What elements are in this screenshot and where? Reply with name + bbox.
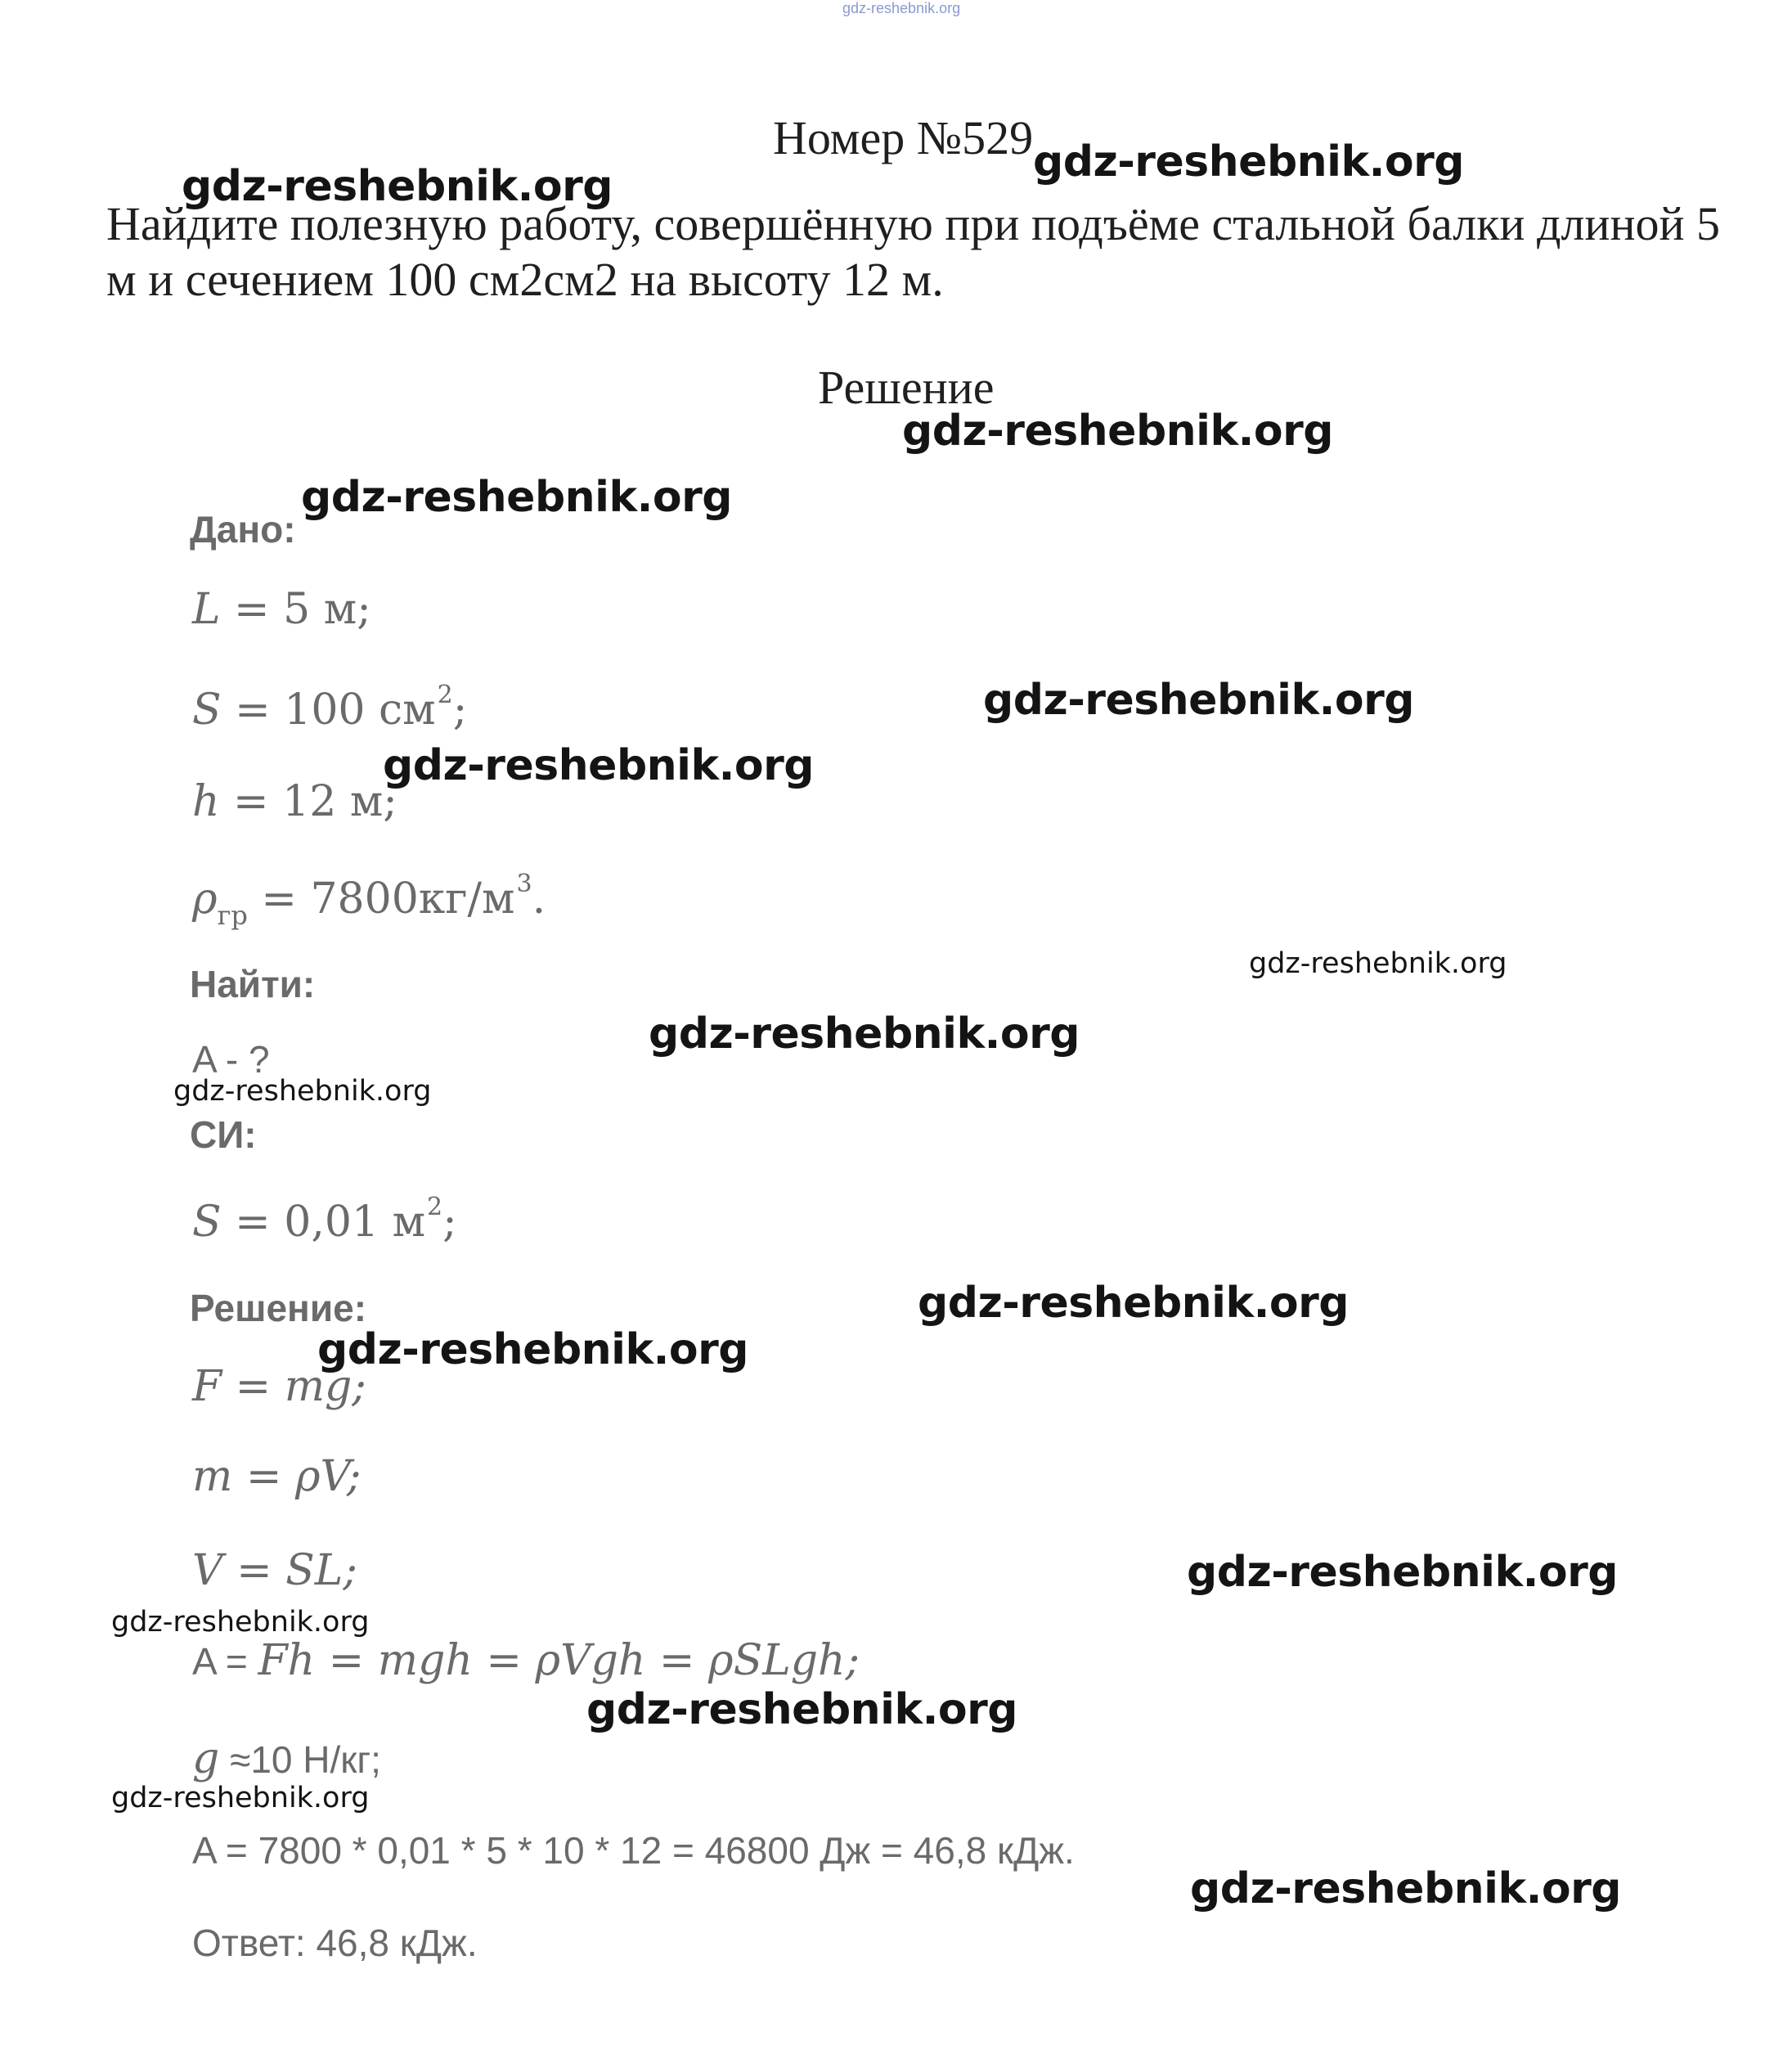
height-value: = 12 м;	[219, 777, 397, 826]
given-density	[192, 870, 546, 931]
density-subscript: гр	[217, 900, 248, 931]
density-symbol: ρ	[192, 874, 218, 924]
watermark: gdz-reshebnik.org	[317, 1325, 748, 1374]
given-label: Дано:	[190, 508, 296, 551]
watermark: gdz-reshebnik.org	[1187, 1548, 1618, 1597]
answer: Ответ: 46,8 кДж.	[192, 1922, 478, 1964]
given-length	[192, 585, 371, 634]
watermark: gdz-reshebnik.org	[111, 1606, 370, 1639]
density-end: .	[532, 874, 546, 924]
area-exponent: 2	[437, 681, 453, 709]
solution-heading: Решение	[818, 361, 995, 414]
watermark: gdz-reshebnik.org	[918, 1279, 1349, 1328]
si-label: СИ:	[190, 1113, 257, 1156]
formula-volume: V = SL;	[192, 1546, 357, 1595]
gravity-value: ≈10 Н/кг;	[219, 1738, 381, 1781]
area-end: ;	[452, 686, 468, 735]
si-area	[192, 1193, 457, 1247]
watermark: gdz-reshebnik.org	[182, 162, 613, 211]
given-area	[192, 681, 467, 735]
watermark: gdz-reshebnik.org	[983, 676, 1414, 725]
length-value: = 5 м;	[220, 585, 371, 634]
given-height	[192, 777, 397, 826]
watermark: gdz-reshebnik.org	[1249, 947, 1507, 980]
work-prefix: A =	[192, 1640, 258, 1683]
formula-mass: m = ρV;	[192, 1452, 362, 1501]
si-area-symbol: S	[192, 1198, 222, 1247]
problem-text: Найдите полезную работу, совершённую при подъёме стальной балки длиной 5 м и сечением 100 см2см2 на высоту 12 м.	[106, 197, 1721, 306]
length-symbol: L	[192, 585, 221, 634]
gravity-symbol: g	[192, 1734, 220, 1783]
page-title: Номер №529	[773, 111, 1034, 164]
area-symbol: S	[192, 686, 222, 735]
solution-label: Решение:	[190, 1287, 367, 1329]
watermark-top: gdz-reshebnik.org	[842, 0, 961, 16]
watermark: gdz-reshebnik.org	[111, 1782, 370, 1814]
watermark: gdz-reshebnik.org	[173, 1075, 432, 1108]
watermark: gdz-reshebnik.org	[1190, 1864, 1621, 1913]
watermark: gdz-reshebnik.org	[383, 741, 814, 790]
watermark: gdz-reshebnik.org	[1033, 137, 1464, 187]
formula-gravity	[192, 1734, 381, 1783]
watermark: gdz-reshebnik.org	[586, 1685, 1017, 1734]
work-chain: Fh = mgh = ρVgh = ρSLgh;	[258, 1636, 860, 1685]
density-exponent: 3	[516, 870, 532, 898]
formula-work	[192, 1636, 860, 1685]
si-area-exponent: 2	[427, 1193, 443, 1221]
calculation: A = 7800 * 0,01 * 5 * 10 * 12 = 46800 Дж = 46,8 кДж.	[192, 1829, 1075, 1872]
find-value: A - ?	[192, 1038, 270, 1081]
watermark: gdz-reshebnik.org	[902, 407, 1333, 456]
formula-force: F = mg;	[192, 1362, 366, 1411]
si-area-value: = 0,01 м	[221, 1198, 426, 1247]
density-value: = 7800кг/м	[247, 874, 515, 924]
watermark: gdz-reshebnik.org	[301, 473, 732, 522]
area-value: = 100 см	[221, 686, 436, 735]
si-area-end: ;	[442, 1198, 457, 1247]
height-symbol: h	[192, 777, 220, 826]
find-label: Найти:	[190, 963, 316, 1005]
watermark: gdz-reshebnik.org	[649, 1009, 1080, 1059]
